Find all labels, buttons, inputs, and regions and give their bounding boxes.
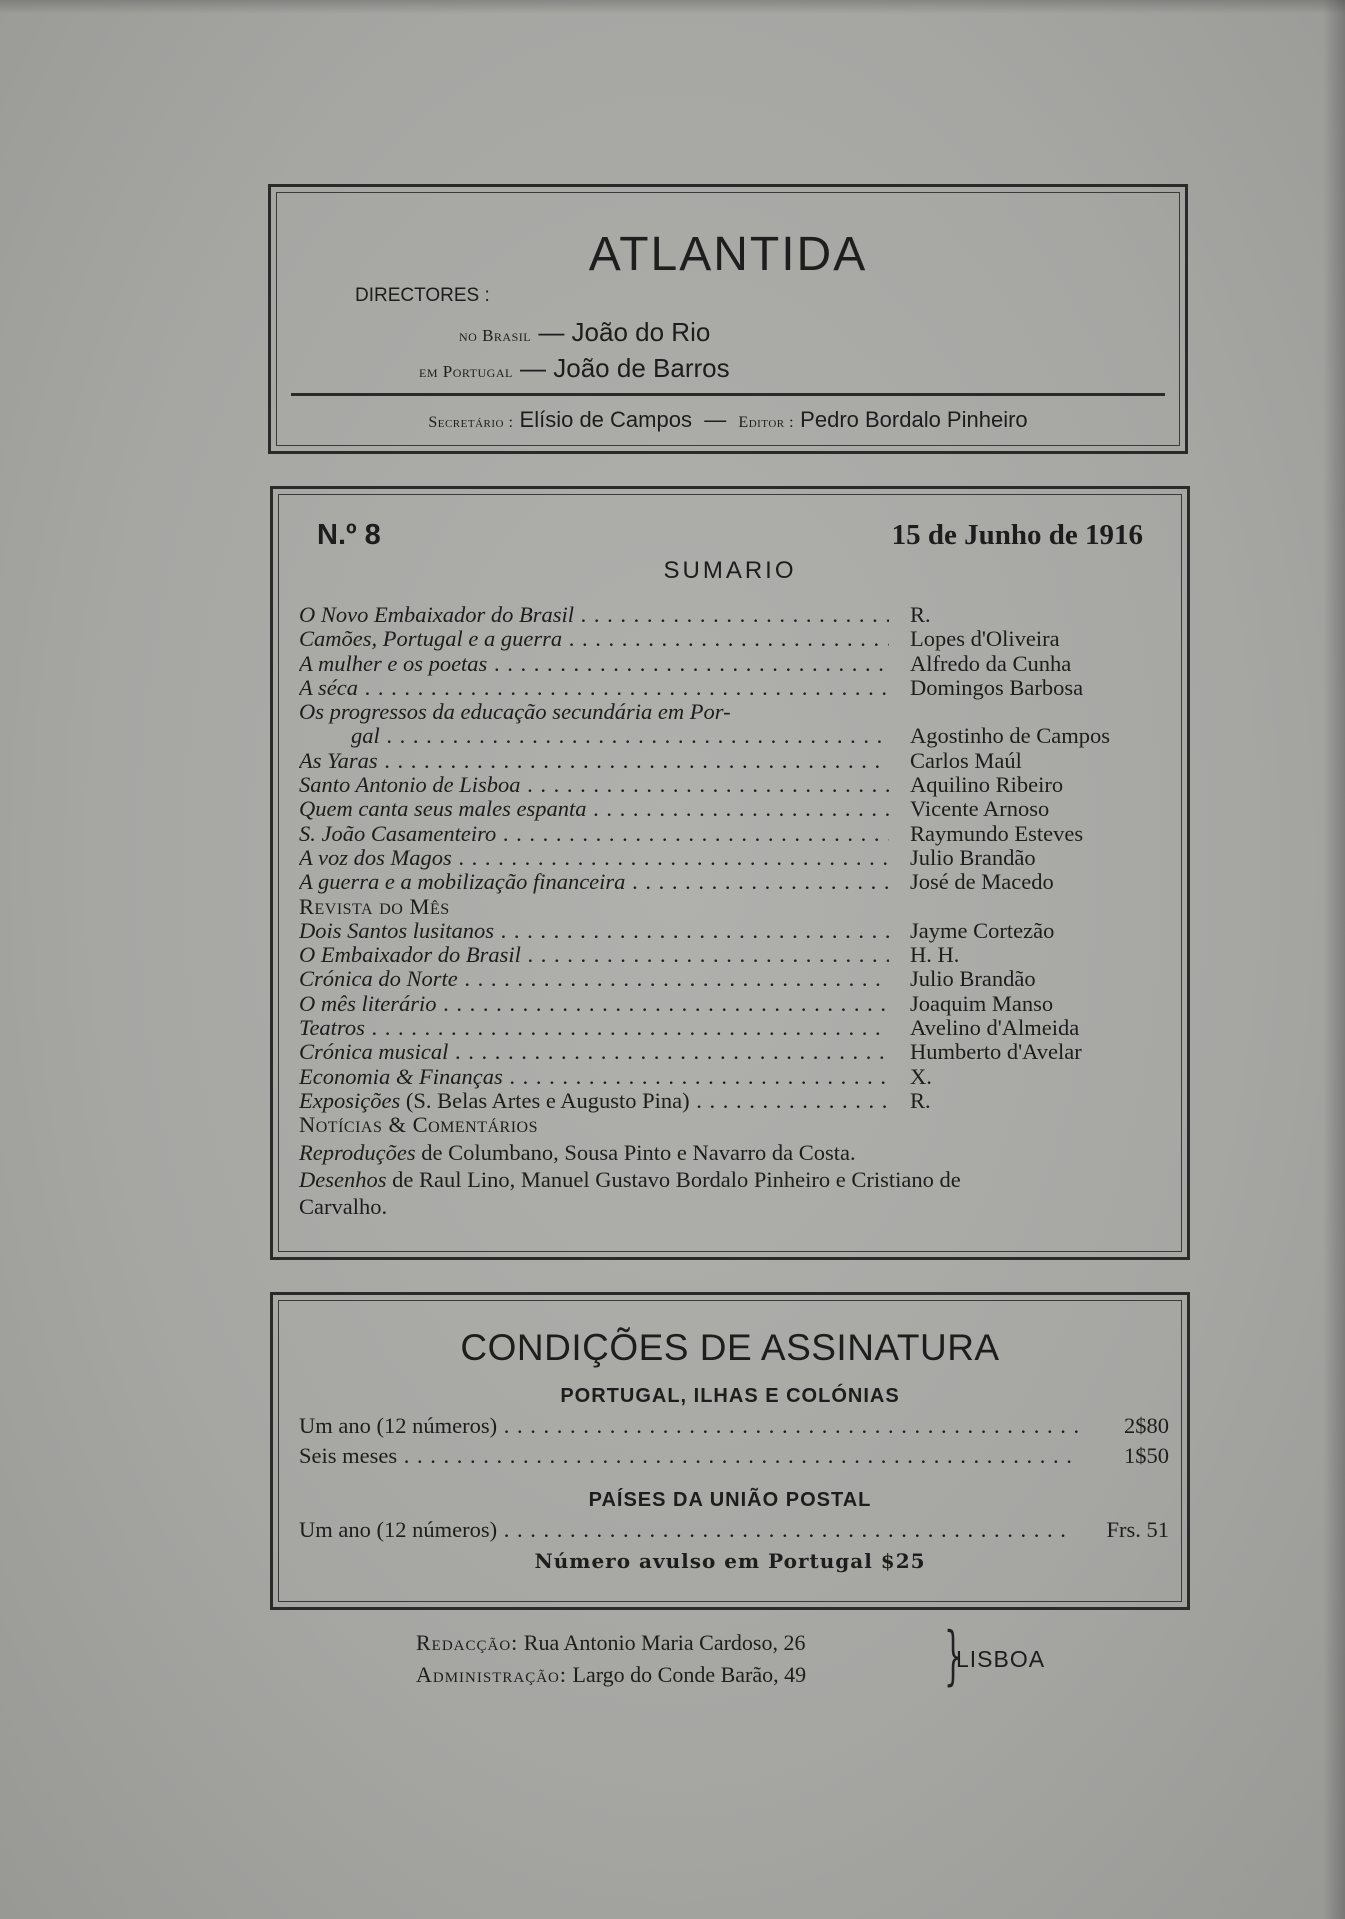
toc-title: Dois Santos lusitanos . . . [299,919,889,943]
toc-title: O mês literário . . . [299,992,889,1016]
uniao-postal-heading: PAÍSES DA UNIÃO POSTAL [588,1489,872,1511]
toc-title: Crónica do Norte . . . [299,967,889,991]
section-title: Revista do Mês [299,894,450,919]
administracao-label: Administração: [416,1662,568,1687]
toc-row [299,652,1179,676]
toc-author: Domingos Barbosa [910,674,1084,700]
toc-title: gal . . . [351,724,889,748]
toc-row [299,822,1179,846]
toc-title-extra: (S. Belas Artes e Augusto Pina) [400,1088,690,1113]
toc-row [299,1040,1179,1064]
masthead-rule [291,393,1165,396]
price-value: 2$80 [1124,1413,1169,1438]
toc-title: Santo Antonio de Lisboa . . . [299,773,889,797]
toc-row [299,676,1179,700]
price-row [299,1413,1169,1441]
toc-row [299,627,1179,651]
section-heading-revista [299,895,1179,919]
editor-name: Pedro Bordalo Pinheiro [794,407,1028,432]
toc-row [299,724,1179,748]
toc-row [299,870,1179,894]
toc-title: Quem canta seus males espanta . . . [299,797,889,821]
toc-row [299,1065,1179,1089]
toc-row [299,919,1179,943]
toc-title: Exposições [299,1088,401,1113]
toc-author: Julio Brandão [910,844,1036,870]
toc-author: Jayme Cortezão [910,917,1055,943]
toc-author: Vicente Arnoso [910,796,1050,822]
toc-author: Avelino d'Almeida [910,1015,1080,1041]
summary-box [270,486,1190,1260]
directors-label: DIRECTORES : [355,285,490,306]
price-label: Um ano (12 números) . . . [299,1517,1069,1543]
toc-row [299,967,1179,991]
toc-row [299,700,1179,724]
city-name: LISBOA [956,1646,1046,1672]
toc-row [299,943,1179,967]
toc-author: Agostinho de Campos [910,723,1110,749]
price-row [299,1517,1169,1545]
brasil-sep: — [531,317,572,347]
toc-author: Carlos Maúl [910,747,1022,773]
portugal-heading: PORTUGAL, ILHAS E COLÓNIAS [560,1385,900,1407]
staff-line [271,407,1185,433]
desenhos-label: Desenhos [299,1166,387,1192]
toc-author: R. [910,1087,931,1113]
toc-title-wrap [299,1089,889,1113]
secretario-label: Secretário : [428,414,514,431]
brasil-name: João do Rio [571,317,711,347]
toc-title: Os progressos da educação secundária em Por- [299,700,731,725]
price-value: Frs. 51 [1106,1517,1169,1542]
price-value: 1$50 [1124,1443,1169,1468]
reproducoes-credit [299,1140,1179,1165]
section-title: Notícias & Comentários [299,1113,539,1138]
toc-author: Alfredo da Cunha [910,650,1072,676]
address-brace: } [944,1619,963,1693]
page-top-shadow [0,0,1345,14]
subscription-box [270,1292,1190,1610]
toc-title: A mulher e os poetas . . . [299,652,889,676]
portugal-name: João de Barros [553,353,730,383]
toc-author: R. [910,602,931,627]
toc-row [299,749,1179,773]
table-of-contents [299,603,1179,1219]
toc-title: A guerra e a mobilização financeira . . . [299,870,889,894]
toc-title: A séca . . . [299,676,889,700]
desenhos-credit-continued: Carvalho. [299,1193,388,1219]
toc-author: Humberto d'Avelar [910,1039,1082,1065]
price-row [299,1443,1169,1471]
secretario-name: Elísio de Campos [513,407,699,432]
toc-author: Julio Brandão [910,966,1036,992]
single-issue-price: Número avulso em Portugal $25 [534,1549,926,1573]
reproducoes-label: Reproduções [299,1139,416,1165]
toc-title: Crónica musical . . . [299,1040,889,1064]
toc-title: A voz dos Magos . . . [299,846,889,870]
toc-author: Lopes d'Oliveira [910,626,1060,652]
page-right-shadow [1323,0,1345,1919]
toc-title: Economia & Finanças . . . [299,1065,889,1089]
masthead-box [268,184,1188,454]
portugal-sep: — [512,353,554,383]
toc-row [299,797,1179,821]
administracao-address: Largo do Conde Barão, 49 [567,1662,807,1687]
redaccao-label: Redacção: [416,1630,519,1655]
portugal-label: em Portugal [419,362,513,381]
toc-author: X. [910,1063,932,1089]
editor-label: Editor : [738,414,795,431]
desenhos-credit [299,1167,1179,1192]
toc-title: O Novo Embaixador do Brasil . . . [299,603,889,627]
redaccao-address: Rua Antonio Maria Cardoso, 26 [518,1630,806,1655]
toc-title: S. João Casamenteiro . . . [299,822,889,846]
summary-heading: SUMARIO [663,557,797,584]
toc-title: Teatros . . . [299,1016,889,1040]
toc-author: Joaquim Manso [910,990,1054,1016]
toc-author: Aquilino Ribeiro [910,772,1064,798]
subscription-title: CONDIÇÕES DE ASSINATURA [460,1327,1000,1368]
issue-number: N.º 8 [317,519,381,551]
toc-row [299,773,1179,797]
toc-title: Camões, Portugal e a guerra . . . [299,627,889,651]
staff-separator: — [704,407,727,432]
toc-row [299,992,1179,1016]
price-label: Seis meses . . . [299,1443,1079,1469]
toc-author: José de Macedo [910,869,1054,895]
toc-author: Raymundo Esteves [910,820,1084,846]
toc-row [299,1089,1179,1113]
reproducoes-text: de Columbano, Sousa Pinto e Navarro da Costa. [415,1139,856,1165]
toc-row [299,846,1179,870]
price-label: Um ano (12 números) . . . [299,1413,1079,1439]
toc-row [299,603,1179,627]
brasil-label: no Brasil [459,326,532,345]
toc-row [299,1016,1179,1040]
toc-title: As Yaras . . . [299,749,889,773]
redaccao-line [416,1630,806,1656]
desenhos-text: de Raul Lino, Manuel Gustavo Bordalo Pinheiro e Cristiano de [386,1166,961,1192]
issue-date: 15 de Junho de 1916 [891,519,1143,551]
section-heading-noticias [299,1113,1179,1137]
director-brasil [459,317,710,348]
administracao-line [416,1662,806,1688]
magazine-title: ATLANTIDA [588,228,868,281]
toc-author: H. H. [910,942,960,968]
toc-title: O Embaixador do Brasil . . . [299,943,889,967]
director-portugal [419,353,730,384]
